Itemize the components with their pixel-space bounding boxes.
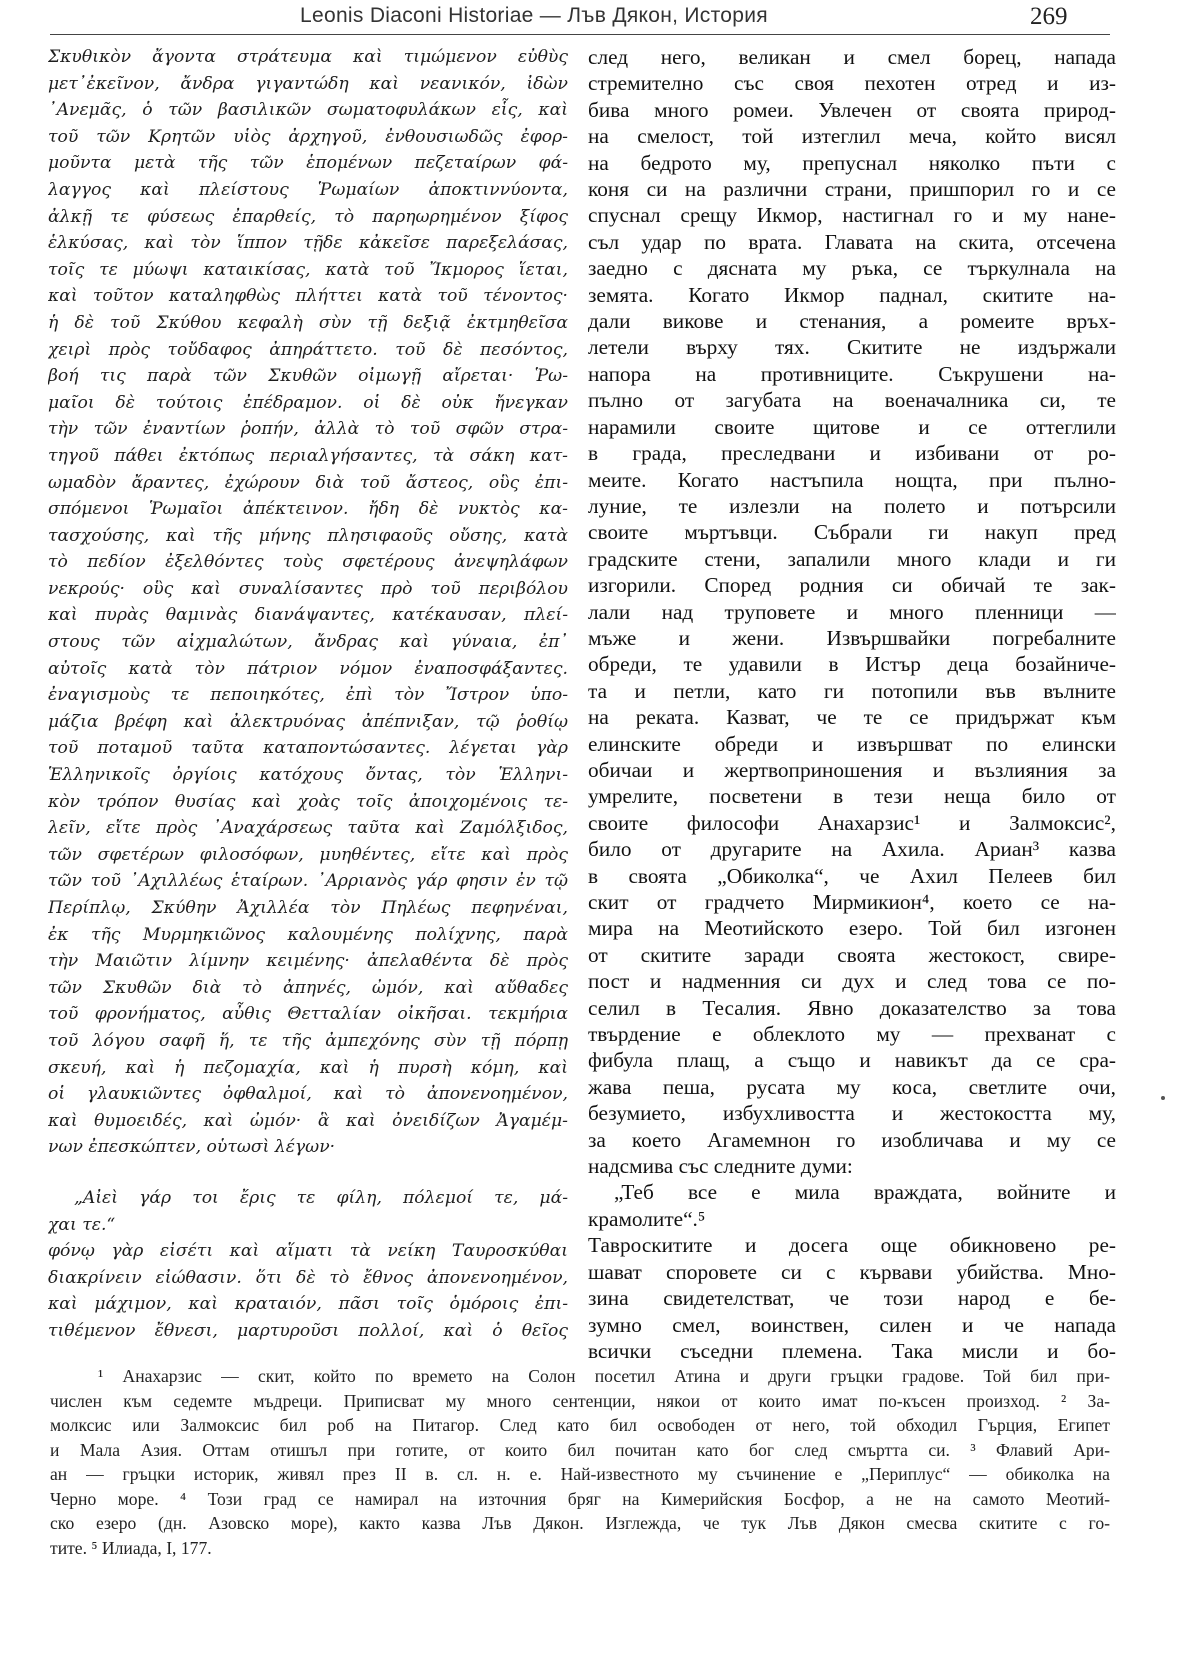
bulgarian-line: селил в Тесалия. Явно доказателство за това (588, 995, 1116, 1020)
bulgarian-line: коня си на различни страни, пришпорил го и се (588, 177, 1116, 202)
greek-line: τῶν σφετέρων φιλοσόφων, μυηθέντες, εἴτε καὶ πρὸς (48, 844, 568, 865)
bulgarian-line: пост и надменния си дух и след това се по- (588, 969, 1116, 994)
bulgarian-quote-line: „Теб все е мила враждата, войните и (614, 1180, 1116, 1205)
greek-line: λαγγος καὶ πλείστους Ῥωμαίων ἀποκτιννύοντα, (48, 179, 568, 200)
greek-line: Ἑλληνικοῖς ὀργίοις κατόχους ὄντας, τὸν Ἑλληνι- (48, 765, 568, 786)
greek-line: τιθέμενον ἔθνεσι, μαρτυροῦσι πολλοί, καὶ ὁ θεῖος (48, 1320, 568, 1341)
greek-line: τὴν Μαιῶτιν λίμνην κειμένης· ἀπελαθέντα δὲ πρὸς (48, 951, 568, 972)
bulgarian-quote-line: крамолите“.⁵ (588, 1206, 706, 1231)
page-number: 269 (1030, 3, 1068, 30)
footnote-line: Черно море. ⁴ Този град се намирал на източния бряг на Кимерийския Босфор, а не на самото Меотий- (50, 1488, 1110, 1509)
bulgarian-line: надсмива със следните думи: (588, 1154, 853, 1179)
greek-line: χειρὶ πρὸς τοὔδαφος ἀπηράττετο. τοῦ δὲ πεσόντος, (48, 339, 568, 360)
bulgarian-line: летели върху тях. Скитите не издържали (588, 335, 1116, 360)
greek-quote (48, 1185, 568, 1238)
footnote-line: числен към седемте мъдреци. Приписват му много сентенции, някои от които имат по-късен произход. ² За- (50, 1390, 1110, 1411)
bulgarian-line: твърдение е облеклото му — прехванат с (588, 1022, 1116, 1047)
greek-line: σκευή, καὶ ἡ πεζομαχία, καὶ ἡ πυρσὴ κόμη, καὶ (48, 1057, 568, 1078)
bulgarian-line: за което Агамемнон го изобличава и му се (588, 1127, 1116, 1152)
spacer (48, 1161, 568, 1185)
footnote-line: тите. ⁵ Илиада, I, 177. (50, 1537, 212, 1558)
bulgarian-line: изгорили. Според родния си обичай те зак- (588, 573, 1116, 598)
bulgarian-line: стремително със своя пехотен отред и из- (588, 71, 1116, 96)
bulgarian-line: елинските обреди и извършват по елински (588, 731, 1116, 756)
bulgarian-line: безумието, избухливостта и жестокостта му, (588, 1101, 1116, 1126)
bulgarian-line: своите философи Анахарзис¹ и Залмоксис², (588, 810, 1116, 835)
bulgarian-line: умрелите, посветени в тези неща било от (588, 784, 1116, 809)
greek-text-after-quote (48, 1238, 568, 1344)
greek-line: Περίπλῳ, Σκύθην Ἀχιλλέα τὸν Πηλέως πεφηνέναι, (48, 898, 568, 918)
header-rule (50, 34, 1110, 35)
bulgarian-line: фибула плащ, а също и навикът да се сра- (588, 1048, 1116, 1073)
greek-line: μοῦντα μετὰ τῆς τῶν ἑπομένων πεζεταίρων φά- (48, 153, 568, 174)
greek-line: τῶν τοῦ ᾽Αχιλλέως ἑταίρων. ᾽Αρριανὸς γάρ φησιν ἐν τῷ (48, 871, 568, 892)
bulgarian-line: било от другарите на Ахила. Ариан³ казва (588, 837, 1116, 862)
greek-line: μάζια βρέφη καὶ ἀλεκτρυόνας ἀπέπνιξαν, τῷ ῥοθίῳ (48, 711, 568, 732)
footnote-line: и Мала Азия. Оттам отишъл при готите, от които бил почитан като бог след смъртта си. ³ Флавий Ари- (50, 1439, 1110, 1460)
bulgarian-line: пълно от загубата на военачалника си, те (588, 388, 1116, 413)
greek-line: τοῦ φρονήματος, αὖθις Θετταλίαν οἰκῆσαι. τεκμήρια (48, 1004, 568, 1025)
greek-line: τὴν τῶν ἐναντίων ῥοπήν, ἀλλὰ τὸ τοῦ σφῶν στρα- (48, 419, 568, 440)
greek-line: τῶν Σκυθῶν διὰ τὸ ἀπηνές, ὠμόν, καὶ αὔθαδες (48, 977, 568, 998)
bulgarian-column (588, 44, 1116, 1364)
bulgarian-line: мира на Меотийското езеро. Той бил изгонен (588, 916, 1116, 941)
bulgarian-text (588, 44, 1116, 1179)
footnotes (50, 1364, 1110, 1560)
bulgarian-line: на бедрото му, препуснал няколко пъти с (588, 150, 1116, 175)
greek-line: μετ᾽ἐκεῖνον, ἄνδρα γιγαντώδη καὶ νεανικόν, ἰδὼν (48, 73, 568, 94)
bulgarian-line: лали над труповете и много пленници — (588, 599, 1116, 624)
greek-line: ἐναγισμοὺς τε πεποιηκότες, ἐπὶ τὸν Ἴστρον ὑπο- (48, 685, 568, 706)
greek-line: Σκυθικὸν ἄγοντα στράτευμα καὶ τιμώμενον εὐθὺς (48, 47, 568, 67)
bulgarian-line: скит от градчето Мирмикион⁴, което се на- (588, 890, 1116, 914)
footnote-line: молксис или Залмоксис бил роб на Питагор. След като бил освободен от него, той обходил Гърция, Египет (50, 1415, 1110, 1435)
greek-line: τοῖς τε μύωψι καταικίσας, κατὰ τοῦ Ἴκμορος ἵεται, (48, 259, 568, 280)
bulgarian-line: меите. Когато настъпила нощта, при пълно- (588, 467, 1116, 492)
bulgarian-line: Тавроскитите и досега още обикновено ре- (588, 1233, 1116, 1258)
bulgarian-line: та и петли, като ги потопили във вълните (588, 678, 1116, 703)
greek-line: διακρίνειν εἰώθασιν. ὅτι δὲ τὸ ἔθνος ἀπονενοημένον, (48, 1267, 568, 1288)
bulgarian-line: в своята „Обиколка“, че Ахил Пелеев бил (588, 863, 1116, 888)
greek-line: βοή τις παρὰ τῶν Σκυθῶν οἰμωγῇ αἴρεται· Ῥω- (48, 366, 568, 387)
bulgarian-line: зумно смел, воинствен, силен и че напада (588, 1312, 1116, 1337)
bulgarian-line: от скитите заради своята жестокост, свире- (588, 942, 1116, 967)
greek-line: αὐτοῖς κατὰ τὸν πάτριον νόμον ἐναποσφάξαντες. (48, 658, 568, 679)
greek-line: τοῦ λόγου σαφῆ ἥ, τε τῆς ἀμπεχόνης σὺν τῇ πόρπῃ (48, 1030, 568, 1051)
bulgarian-line: шават споровете си с кървави убийства. Мно- (588, 1259, 1116, 1284)
greek-line: ἡ δὲ τοῦ Σκύθου κεφαλὴ σὺν τῇ δεξιᾷ ἐκτμηθεῖσα (48, 312, 568, 333)
bulgarian-line: заедно с дясната му ръка, се търкулнала на (588, 256, 1116, 281)
bulgarian-line: своите мъртъвци. Събрали ги накуп пред (588, 520, 1116, 545)
greek-line: τοῦ ποταμοῦ ταῦτα καταποντώσαντες. λέγεται γὰρ (48, 738, 568, 759)
bulgarian-line: земята. Когато Икмор паднал, скитите на- (588, 282, 1116, 307)
bulgarian-line: обичаи и жертвоприношения и възлияния за (588, 757, 1116, 782)
bulgarian-line: спуснал срещу Икмор, настигнал го и му нане- (588, 203, 1116, 228)
greek-quote-line: χαι τε.“ (48, 1214, 116, 1235)
greek-line: λεῖν, εἴτε πρὸς ᾽Αναχάρσεως ταῦτα καὶ Ζαμόλξιδος, (48, 818, 568, 839)
greek-line: τηγοῦ πάθει ἐκτόπως περιαλγήσαντες, τὰ σάκη κατ- (48, 445, 568, 466)
greek-line: καὶ πυρὰς θαμινὰς διανάψαντες, κατέκαυσαν, πλεί- (48, 605, 568, 626)
bulgarian-line: градските стени, запалили много клади и ги (588, 546, 1116, 571)
greek-line: στους τῶν αἰχμαλώτων, ἄνδρας καὶ γύναια, ἐπ᾽ (48, 632, 568, 653)
greek-line: καὶ μάχιμον, καὶ κραταιόν, πᾶσι τοῖς ὁμόροις ἐπι- (48, 1294, 568, 1315)
greek-column (48, 44, 568, 1345)
greek-line: τὸ πεδίον ἐξελθόντες τοὺς σφετέρους ἀνεψηλάφων (48, 552, 568, 573)
greek-line: σπόμενοι Ῥωμαῖοι ἀπέκτεινον. ἤδη δὲ νυκτὸς κα- (48, 499, 568, 520)
header-title: Leonis Diaconi Historiae — Лъв Дякон, История (300, 4, 768, 27)
greek-line: νων ἐπεσκώπτεν, οὑτωσὶ λέγων· (48, 1137, 336, 1158)
bulgarian-line: обреди, те удавили в Истър деца бозайниче- (588, 652, 1116, 677)
greek-line: ᾽Ανεμᾶς, ὁ τῶν βασιλικῶν σωματοφυλάκων εἷς, καὶ (48, 100, 568, 121)
bulgarian-line: дали викове и стенания, а ромеите връх- (588, 309, 1116, 334)
greek-line: κὸν τρόπον θυσίας καὶ χοὰς τοῖς ἀποιχομένοις τε- (48, 791, 568, 812)
bulgarian-line: нарамили своите щитове и се оттеглили (588, 414, 1116, 439)
bulgarian-quote (588, 1179, 1116, 1232)
greek-line: νεκρούς· οὓς καὶ συναλίσαντες πρὸ τοῦ περιβόλου (48, 578, 568, 599)
greek-text (48, 44, 568, 1161)
greek-line: ἐκ τῆς Μυρμηκιῶνος καλουμένης πολίχνης, παρὰ (48, 924, 568, 945)
bulgarian-line: жава пеша, русата му коса, светлите очи, (588, 1074, 1116, 1099)
greek-line: τασχούσης, καὶ τῆς μήνης πλησιφαοῦς οὔσης, κατὰ (48, 525, 568, 546)
bulgarian-line: след него, великан и смел борец, напада (588, 45, 1116, 69)
bulgarian-line: зина свидетелстват, че този народ е бе- (588, 1286, 1116, 1311)
greek-quote-line: „Αἰεὶ γάρ τοι ἔρις τε φίλη, πόλεμοί τε, μά- (74, 1187, 568, 1208)
footnote-line: ¹ Анахарзис — скит, който по времето на Солон посетил Атина и други гръцки градове. Той бил при- (98, 1366, 1110, 1386)
bulgarian-line: напора на противниците. Съкрушени на- (588, 361, 1116, 386)
bulgarian-text-after-quote (588, 1232, 1116, 1364)
bulgarian-line: мъже и жени. Извършвайки погребалните (588, 625, 1116, 650)
greek-line: οἱ γλαυκιῶντες ὀφθαλμοί, καὶ τὸ ἀπονενοημένον, (48, 1084, 568, 1105)
greek-line: ωμαδὸν ἄραντες, ἐχώρουν διὰ τοῦ ἄστεος, οὓς ἐπι- (48, 472, 568, 493)
greek-line: ἀλκῇ τε φύσεως ἐπαρθείς, τὸ παρηωρημένον ξίφος (48, 206, 568, 227)
greek-line: καὶ τοῦτον καταληφθὼς πλήττει κατὰ τοῦ τένοντος· (48, 286, 568, 307)
greek-line: τοῦ τῶν Κρητῶν υἱὸς ἀρχηγοῦ, ἐνθουσιωδῶς ἐφορ- (48, 126, 568, 147)
bulgarian-line: на смелост, той изтеглил меча, който висял (588, 124, 1116, 149)
bulgarian-line: бива много ромеи. Увлечен от своята природ- (588, 97, 1116, 122)
footnote-line: ско езеро (дн. Азовско море), както казва Лъв Дякон. Изглежда, че тук Лъв Дякон смесва скитите с го- (50, 1513, 1110, 1533)
bulgarian-line: съл удар по врата. Главата на скита, отсечена (588, 229, 1116, 254)
greek-line: καὶ θυμοειδές, καὶ ὠμόν· ἃ καὶ ὀνειδίζων Ἀγαμέμ- (48, 1110, 568, 1131)
scan-speck (1161, 1096, 1165, 1100)
greek-line: μαῖοι δὲ τούτοις ἐπέδραμον. οἱ δὲ οὐκ ἤνεγκαν (48, 392, 568, 413)
footnote-line: ан — гръцки историк, живял през II в. сл. н. е. Най-известното му съчинение е „Периплус“ — обиколка на (50, 1464, 1110, 1484)
bulgarian-line: на реката. Казват, че те се придържат към (588, 705, 1116, 730)
greek-line: φόνῳ γὰρ εἰσέτι καὶ αἵματι τὰ νείκη Ταυροσκύθαι (48, 1241, 568, 1262)
bulgarian-line: луние, те излезли на полето и потърсили (588, 493, 1116, 518)
bulgarian-line: в града, преследвани и избивани от ро- (588, 441, 1116, 466)
bulgarian-line: всички съседни племена. Така мисли и бо- (588, 1338, 1116, 1363)
greek-line: ἑλκύσας, καὶ τὸν ἵππον τῇδε κἀκεῖσε παρεξελάσας, (48, 233, 568, 254)
